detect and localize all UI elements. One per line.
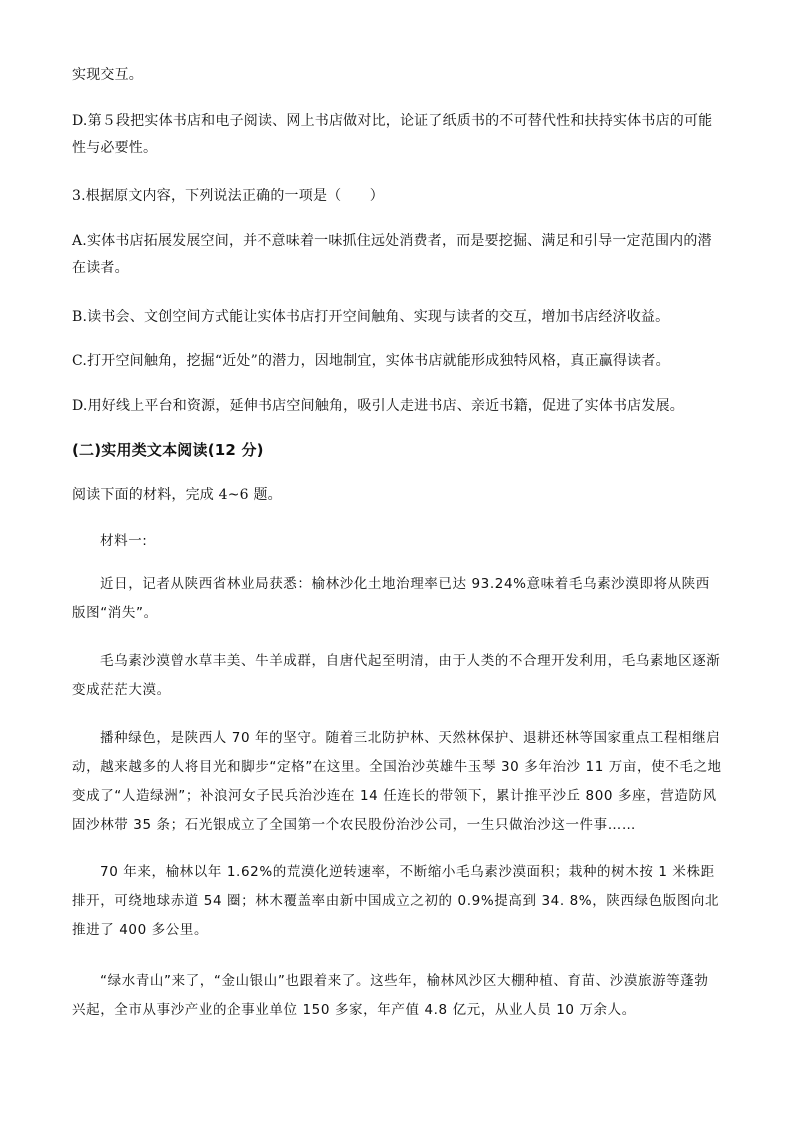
material-paragraph: 70 年来，榆林以年 1.62%的荒漠化逆转速率，不断缩小毛乌素沙漠面积；栽种的树木按 1 米株距排开，可绕地球赤道 54 圈；林木覆盖率由新中国成立之初的 0.9%提高到 34. 8%，陕西绿色版图向北推进了 400 多公里。 [72, 864, 720, 938]
question-3-option-a: A.实体书店拓展发展空间，并不意味着一味抓住远处消费者，而是要挖掘、满足和引导一定范围内的潜在读者。 [72, 233, 712, 276]
section-heading: (二)实用类文本阅读(12 分) [72, 441, 264, 459]
material-paragraph: 播种绿色，是陕西人 70 年的坚守。随着三北防护林、天然林保护、退耕还林等国家重点工程相继启动，越来越多的人将目光和脚步“定格”在这里。全国治沙英雄牛玉琴 30 多年治沙 11 万亩，使不毛之地变成了“人造绿洲”；补浪河女子民兵治沙连在 14 任连长的带领下，累计推平沙丘 800 多座，营造防风固沙林带 35 条；石光银成立了全国第一个农民股份治沙公司，一生只做治沙这一件事…… [72, 730, 722, 833]
question-3-option-d: D.用好线上平台和资源，延伸书店空间触角，吸引人走进书店、亲近书籍，促进了实体书店发展。 [72, 398, 684, 414]
material-paragraph: 毛乌素沙漠曾水草丰美、牛羊成群，自唐代起至明清，由于人类的不合理开发利用，毛乌素地区逐渐变成茫茫大漠。 [72, 653, 721, 698]
question-3-option-c: C.打开空间触角，挖掘“近处”的潜力，因地制宜，实体书店就能形成独特风格，真正赢得读者。 [72, 353, 670, 369]
material-paragraph: 近日，记者从陕西省林业局获悉：榆林沙化土地治理率已达 93.24%意味着毛乌素沙漠即将从陕西 版图“消失”。 [72, 576, 710, 621]
question-3-option-b: B.读书会、文创空间方式能让实体书店打开空间触角、实现与读者的交互，增加书店经济收益。 [72, 309, 670, 325]
material-paragraph: “绿水青山”来了，“金山银山”也跟着来了。这些年，榆林风沙区大棚种植、育苗、沙漠旅游等蓬勃兴起，全市从事沙产业的企事业单位 150 多家，年产值 4.8 亿元，从业人员 10 万余人。 [72, 973, 709, 1018]
material-label: 材料一: [100, 533, 148, 549]
question-3-stem: 3.根据原文内容，下列说法正确的一项是（ ） [72, 188, 384, 204]
section-instruction: 阅读下面的材料，完成 4~6 题。 [72, 487, 282, 503]
prev-line-continuation: 实现交互。 [72, 67, 143, 83]
prev-option-d: D.第５段把实体书店和电子阅读、网上书店做对比，论证了纸质书的不可替代性和扶持实体书店的可能性与必要性。 [72, 113, 713, 156]
